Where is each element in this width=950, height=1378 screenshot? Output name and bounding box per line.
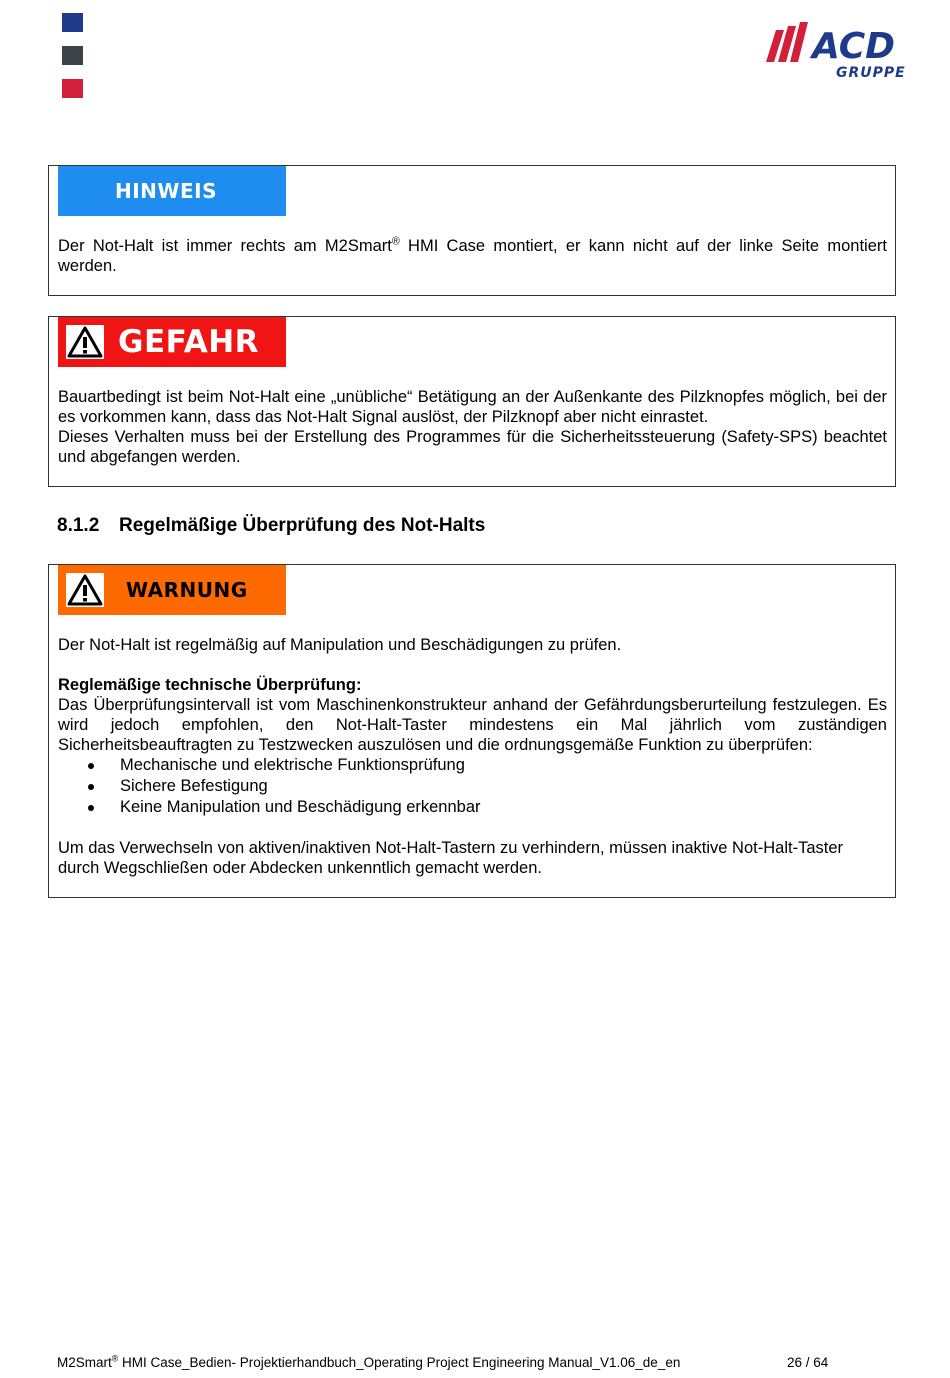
warning-triangle-icon (66, 573, 104, 607)
svg-text:GRUPPE: GRUPPE (836, 65, 906, 81)
page-footer (57, 1353, 829, 1370)
warning-bullet-list (58, 755, 887, 818)
warning-banner (58, 565, 286, 615)
section-number: 8.1.2 (57, 515, 100, 536)
section-title: Regelmäßige Überprüfung des Not-Halts (119, 515, 486, 536)
danger-label: GEFAHR (118, 324, 260, 360)
danger-banner (58, 317, 286, 367)
list-item: Keine Manipulation und Beschädigung erkennbar (58, 797, 887, 818)
footer-document-title: M2Smart® HMI Case_Bedien- Projektierhandbuch_Operating Project Engineering Manual_V1.06_de_en (57, 1353, 681, 1370)
brand-square-red (62, 79, 83, 98)
page-number: 26 / 64 (787, 1355, 829, 1370)
warning-intro: Der Not-Halt ist regelmäßig auf Manipulation und Beschädigungen zu prüfen. (58, 636, 622, 654)
list-item: Mechanische und elektrische Funktionsprüfung (58, 755, 887, 776)
svg-text:ACD: ACD (812, 26, 896, 67)
warning-box (48, 564, 896, 898)
brand-square-gray (62, 46, 83, 65)
warning-paragraph: Das Überprüfungsintervall ist vom Maschinenkonstrukteur anhand der Gefährdungsberurteilung festzulegen. Es wird jedoch empfohlen, den Not-Halt-Taster mindestens ein Mal jährlich vom zuständigen Sicherheitsbeauftragten zu Testzwecken auszulösen und die ordnungsgemäße Funktion zu überprüfen: (58, 696, 887, 754)
brand-square-blue (62, 13, 83, 32)
warning-text (58, 635, 887, 878)
notice-banner (58, 166, 286, 216)
warning-label: WARNUNG (126, 578, 248, 602)
danger-text: Bauartbedingt ist beim Not-Halt eine „unübliche“ Betätigung an der Außenkante des Pilzknopfes möglich, bei der es vorkommen kann, dass das Not-Halt Signal auslöst, der Pilzknopf aber nicht einrastet. Dieses Verhalten muss bei der Erstellung des Programmes für die Sicherheitssteuerung (Safety-SPS) beachtet und abgefangen werden. (58, 388, 887, 466)
warning-subhead: Reglemäßige technische Überprüfung: (58, 676, 362, 694)
acd-gruppe-logo (766, 18, 916, 82)
list-item: Sichere Befestigung (58, 776, 887, 797)
notice-box (48, 165, 896, 296)
warning-closing: Um das Verwechseln von aktiven/inaktiven Not-Halt-Tastern zu verhindern, müssen inaktive Not-Halt-Taster durch Wegschließen oder Abdecken unkenntlich gemacht werden. (58, 839, 843, 877)
notice-label: HINWEIS (115, 179, 217, 203)
section-heading (57, 515, 485, 537)
warning-triangle-icon (66, 325, 104, 359)
danger-box (48, 316, 896, 487)
notice-text: Der Not-Halt ist immer rechts am M2Smart® HMI Case montiert, er kann nicht auf der linke Seite montiert werden. (58, 235, 887, 275)
